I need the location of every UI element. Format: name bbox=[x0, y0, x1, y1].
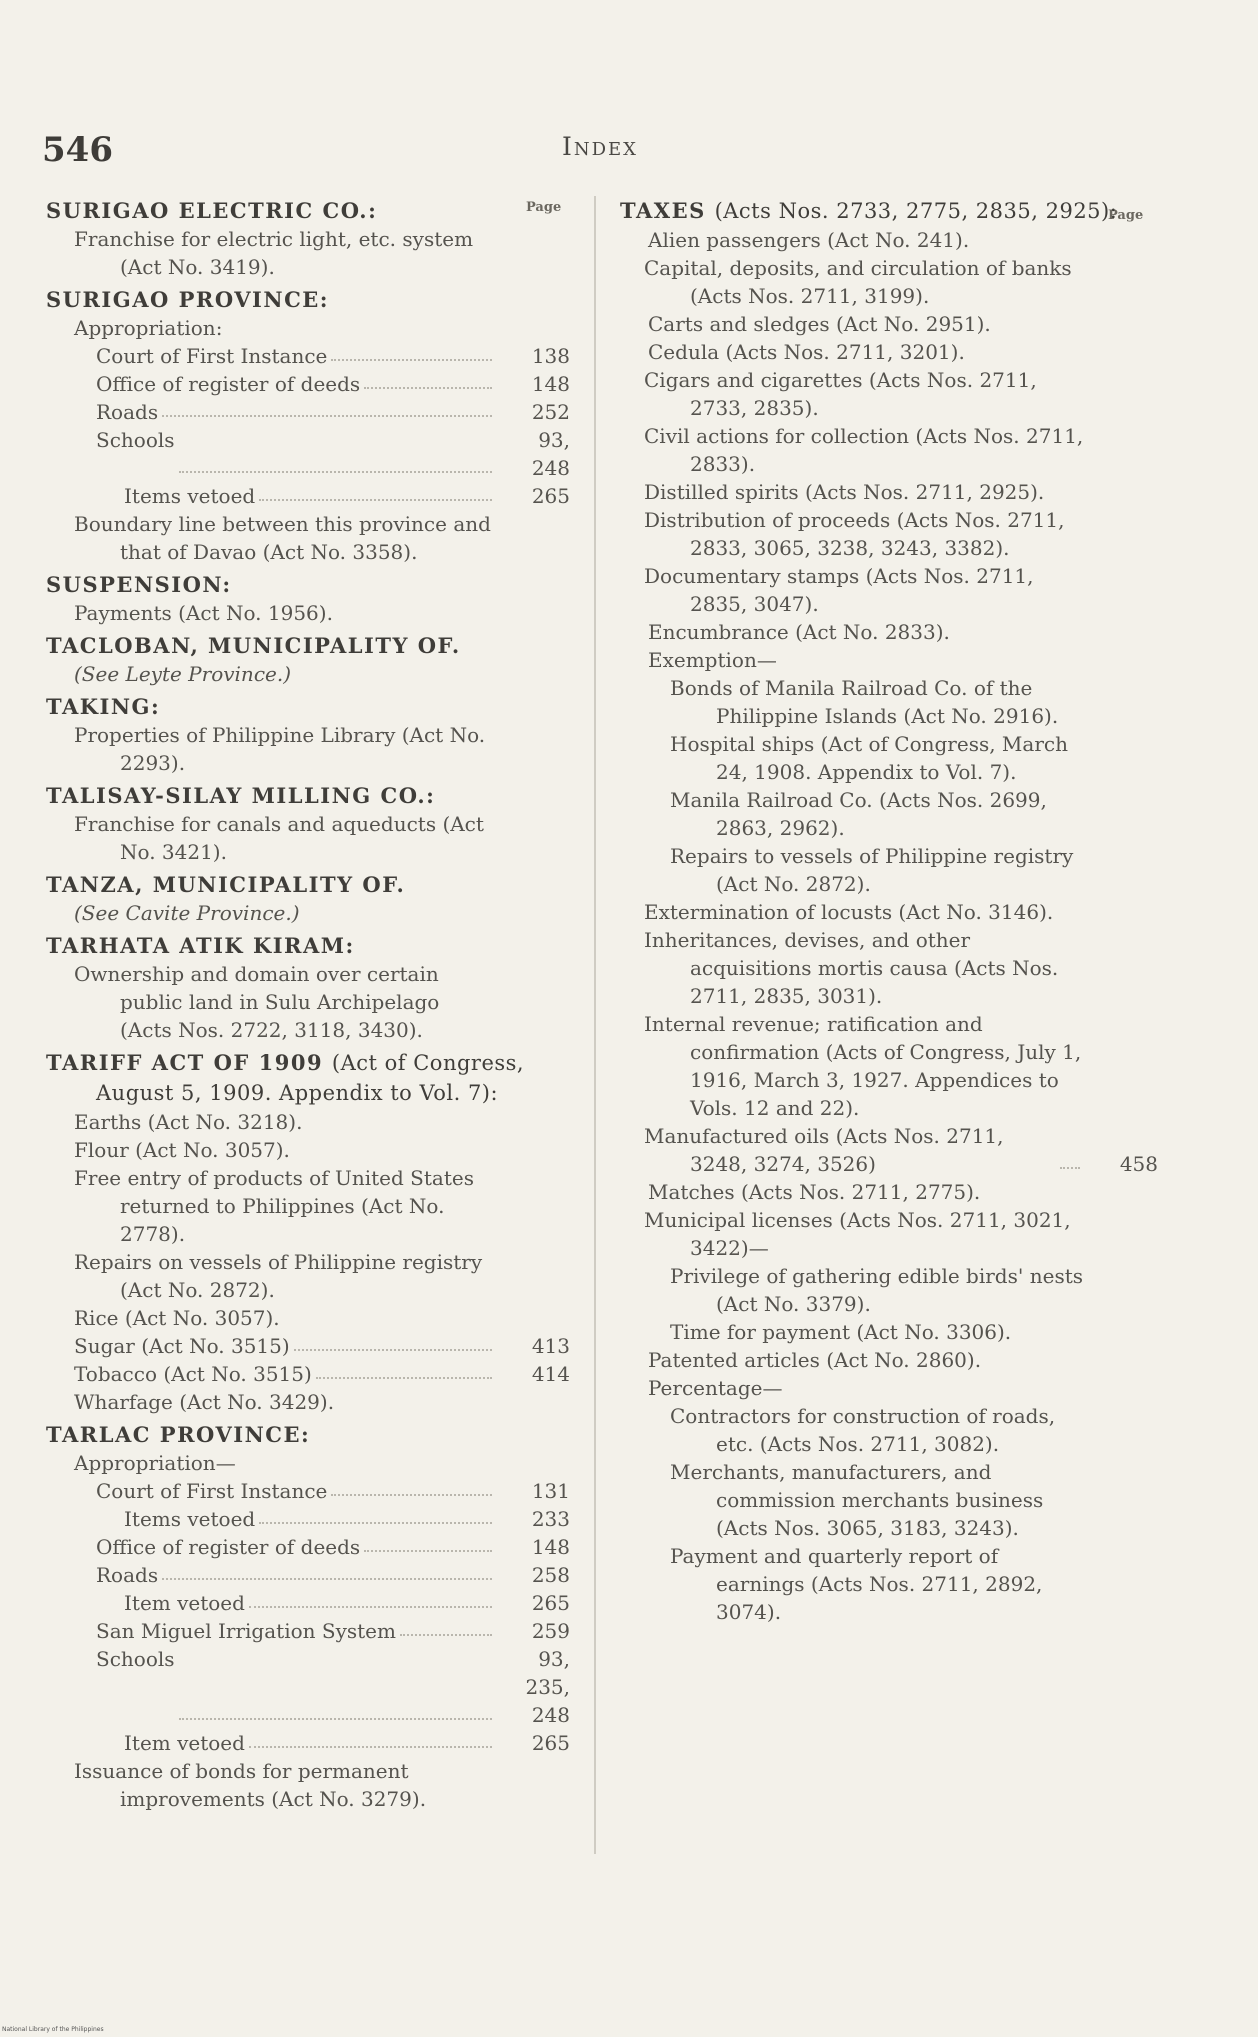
page-reference: 148 bbox=[531, 1535, 570, 1559]
index-subentry bbox=[46, 599, 570, 627]
index-subentry bbox=[46, 810, 570, 866]
entry-text: Items vetoed bbox=[124, 1507, 256, 1531]
index-subentry bbox=[620, 478, 1158, 506]
page-number: 546 bbox=[42, 130, 113, 170]
index-subentry bbox=[620, 786, 1158, 842]
entry-text: Flour (Act No. 3057). bbox=[74, 1138, 290, 1162]
page-reference bbox=[1084, 674, 1158, 730]
index-subentry bbox=[46, 426, 570, 482]
page-reference bbox=[1084, 898, 1158, 926]
page-reference: 258 bbox=[531, 1563, 570, 1587]
see-reference bbox=[46, 899, 570, 927]
index-subentry bbox=[46, 1617, 570, 1645]
page-reference: 265 bbox=[531, 1731, 570, 1755]
index-subentry bbox=[620, 1374, 1158, 1402]
index-subentry bbox=[620, 1122, 1158, 1178]
entry-text: Carts and sledges (Act No. 2951). bbox=[648, 312, 991, 336]
entry-text: Payment and quarterly report of earnings (Acts Nos. 2711, 2892, 3074). bbox=[670, 1544, 1043, 1624]
index-subentry bbox=[620, 1318, 1158, 1346]
page-reference: 148 bbox=[531, 372, 570, 396]
index-subentry bbox=[620, 226, 1158, 254]
page-reference bbox=[1084, 926, 1158, 1010]
page-reference: 252 bbox=[531, 400, 570, 424]
page-column-label-left: Page bbox=[526, 200, 562, 215]
index-subentry bbox=[46, 1561, 570, 1589]
index-subentry bbox=[46, 342, 570, 370]
entry-text: Exemption— bbox=[648, 648, 777, 672]
index-subentry bbox=[620, 674, 1158, 730]
entry-text: Wharfage (Act No. 3429). bbox=[74, 1390, 335, 1414]
index-subentry bbox=[620, 1178, 1158, 1206]
heading-term: TAXES bbox=[620, 198, 715, 223]
index-subentry bbox=[46, 398, 570, 426]
column-divider bbox=[594, 196, 596, 1854]
entry-text: Sugar (Act No. 3515) bbox=[74, 1334, 290, 1358]
entry-text: Distribution of proceeds (Acts Nos. 2711, 2833, 3065, 3238, 3243, 3382). bbox=[644, 508, 1065, 560]
page-reference bbox=[1084, 618, 1158, 646]
index-heading bbox=[620, 196, 1158, 226]
page-reference bbox=[1084, 1374, 1158, 1402]
entry-text: Schools bbox=[96, 428, 175, 452]
page-reference: 265 bbox=[531, 484, 570, 508]
index-heading: TARHATA ATIK KIRAM: bbox=[46, 933, 355, 958]
entry-text: Office of register of deeds bbox=[96, 1535, 361, 1559]
page-reference bbox=[1084, 1262, 1158, 1318]
entry-text: Extermination of locusts (Act No. 3146). bbox=[644, 900, 1054, 924]
page-reference bbox=[496, 1136, 570, 1164]
page-reference bbox=[1084, 1206, 1158, 1262]
index-subentry bbox=[46, 960, 570, 1044]
entry-text: Patented articles (Act No. 2860). bbox=[648, 1348, 982, 1372]
dot-leader bbox=[179, 1645, 492, 1720]
index-left-column bbox=[46, 192, 570, 1813]
entry-text: Properties of Philippine Library (Act No. 2293). bbox=[74, 723, 486, 775]
dot-leader bbox=[249, 1729, 492, 1748]
page-title: Index bbox=[561, 132, 638, 161]
entry-text: Documentary stamps (Acts Nos. 2711, 2835, 3047). bbox=[644, 564, 1034, 616]
page-reference bbox=[496, 721, 570, 777]
dot-leader bbox=[364, 1533, 492, 1552]
entry-text: Appropriation— bbox=[74, 1451, 236, 1475]
dot-leader bbox=[259, 482, 492, 501]
entry-text: Schools bbox=[96, 1647, 175, 1671]
entry-text: Ownership and domain over certain public land in Sulu Archipelago (Acts Nos. 2722, 3118, 3430). bbox=[74, 962, 440, 1042]
index-subentry bbox=[620, 730, 1158, 786]
entry-text: Cigars and cigarettes (Acts Nos. 2711, 2733, 2835). bbox=[644, 368, 1037, 420]
index-subentry bbox=[620, 1262, 1158, 1318]
index-subentry bbox=[620, 366, 1158, 422]
index-subentry bbox=[620, 422, 1158, 478]
entry-text: Boundary line between this province and that of Davao (Act No. 3358). bbox=[74, 512, 491, 564]
index-subentry bbox=[46, 482, 570, 510]
index-subentry bbox=[620, 1402, 1158, 1458]
page-reference: 138 bbox=[531, 344, 570, 368]
page-reference bbox=[1084, 254, 1158, 310]
index-heading: TACLOBAN, MUNICIPALITY OF. bbox=[46, 633, 461, 658]
entry-text: San Miguel Irrigation System bbox=[96, 1619, 396, 1643]
entry-text: Matches (Acts Nos. 2711, 2775). bbox=[648, 1180, 981, 1204]
heading-reference: (Acts Nos. 2733, 2775, 2835, 2925): bbox=[714, 199, 1118, 223]
entry-text: Franchise for canals and aqueducts (Act No. 3421). bbox=[74, 812, 484, 864]
see-reference bbox=[46, 660, 570, 688]
index-subentry bbox=[46, 1388, 570, 1416]
index-subentry bbox=[46, 1533, 570, 1561]
index-subentry bbox=[46, 1304, 570, 1332]
page-reference: 93, 235, 248 bbox=[525, 1647, 570, 1727]
page-reference: 131 bbox=[531, 1479, 570, 1503]
index-subentry bbox=[620, 618, 1158, 646]
page-reference bbox=[1084, 422, 1158, 478]
index-subentry bbox=[46, 1477, 570, 1505]
page-reference bbox=[496, 810, 570, 866]
entry-text: Internal revenue; ratification and confirmation (Acts of Congress, July 1, 1916, March 3, 1927. Appendices to Vols. 12 and 22). bbox=[644, 1012, 1082, 1120]
entry-text: Encumbrance (Act No. 2833). bbox=[648, 620, 950, 644]
page-reference bbox=[1084, 226, 1158, 254]
page-reference bbox=[496, 960, 570, 1044]
index-subentry bbox=[46, 510, 570, 566]
entry-text: Free entry of products of United States returned to Philippines (Act No. 2778). bbox=[74, 1166, 474, 1246]
entry-text: Tobacco (Act No. 3515) bbox=[74, 1362, 312, 1386]
page-reference bbox=[496, 1449, 570, 1477]
entry-text: Appropriation: bbox=[74, 316, 223, 340]
dot-leader bbox=[316, 1360, 492, 1379]
entry-text: Franchise for electric light, etc. system (Act No. 3419). bbox=[74, 227, 474, 279]
index-subentry bbox=[46, 1449, 570, 1477]
index-subentry bbox=[620, 926, 1158, 1010]
index-subentry bbox=[46, 1360, 570, 1388]
page-reference bbox=[496, 899, 570, 927]
index-subentry bbox=[46, 1164, 570, 1248]
index-subentry bbox=[620, 1542, 1158, 1626]
index-heading: TALISAY-SILAY MILLING CO.: bbox=[46, 783, 436, 808]
entry-text: Merchants, manufacturers, and commission merchants business (Acts Nos. 3065, 3183, 3243). bbox=[670, 1460, 1044, 1540]
index-subentry bbox=[46, 1332, 570, 1360]
index-heading: TARLAC PROVINCE: bbox=[46, 1422, 311, 1447]
page-reference bbox=[496, 225, 570, 281]
index-subentry bbox=[46, 1136, 570, 1164]
index-heading: TANZA, MUNICIPALITY OF. bbox=[46, 872, 406, 897]
entry-text: Capital, deposits, and circulation of banks (Acts Nos. 2711, 3199). bbox=[644, 256, 1072, 308]
dot-leader bbox=[1060, 1122, 1080, 1169]
page-reference bbox=[1084, 1178, 1158, 1206]
index-subentry bbox=[620, 310, 1158, 338]
index-subentry bbox=[620, 1346, 1158, 1374]
page-reference bbox=[496, 1757, 570, 1813]
index-heading: SURIGAO ELECTRIC CO.: bbox=[46, 198, 378, 223]
page-reference bbox=[1084, 1458, 1158, 1542]
entry-text: Issuance of bonds for permanent improvements (Act No. 3279). bbox=[74, 1759, 427, 1811]
entry-text: Roads bbox=[96, 400, 159, 424]
index-subentry bbox=[620, 646, 1158, 674]
dot-leader bbox=[364, 370, 492, 389]
footer-note: National Library of the Philippines bbox=[2, 2026, 104, 2033]
dot-leader bbox=[400, 1617, 492, 1636]
entry-text: Earths (Act No. 3218). bbox=[74, 1110, 303, 1134]
page-reference bbox=[1084, 1318, 1158, 1346]
dot-leader bbox=[331, 1477, 492, 1496]
entry-text: Court of First Instance bbox=[96, 344, 328, 368]
entry-text: (See Leyte Province.) bbox=[74, 662, 292, 686]
entry-text: Municipal licenses (Acts Nos. 2711, 3021, 3422)— bbox=[644, 1208, 1071, 1260]
page-reference bbox=[496, 510, 570, 566]
dot-leader bbox=[331, 342, 492, 361]
page-reference bbox=[1084, 366, 1158, 422]
entry-text: Distilled spirits (Acts Nos. 2711, 2925). bbox=[644, 480, 1045, 504]
index-subentry bbox=[620, 1010, 1158, 1122]
entry-text: Contractors for construction of roads, etc. (Acts Nos. 2711, 3082). bbox=[670, 1404, 1056, 1456]
index-subentry bbox=[620, 1206, 1158, 1262]
dot-leader bbox=[162, 1561, 492, 1580]
entry-text: Hospital ships (Act of Congress, March 24, 1908. Appendix to Vol. 7). bbox=[670, 732, 1068, 784]
page-reference bbox=[1084, 786, 1158, 842]
page-reference bbox=[1084, 1010, 1158, 1122]
heading-term: TARIFF ACT OF 1909 bbox=[46, 1050, 332, 1075]
page-reference bbox=[496, 1388, 570, 1416]
index-right-column bbox=[620, 192, 1158, 1626]
index-subentry bbox=[46, 1757, 570, 1813]
entry-text: Privilege of gathering edible birds' nests (Act No. 3379). bbox=[670, 1264, 1084, 1316]
page-reference bbox=[496, 599, 570, 627]
index-heading bbox=[46, 1048, 570, 1108]
dot-leader bbox=[259, 1505, 492, 1524]
entry-text: Bonds of Manila Railroad Co. of the Philippine Islands (Act No. 2916). bbox=[670, 676, 1059, 728]
index-subentry bbox=[620, 254, 1158, 310]
dot-leader bbox=[294, 1332, 492, 1351]
page-reference bbox=[1084, 1346, 1158, 1374]
page-reference: 458 bbox=[1119, 1152, 1158, 1176]
entry-text: Percentage— bbox=[648, 1376, 783, 1400]
page-reference bbox=[1084, 1542, 1158, 1626]
index-heading: TAKING: bbox=[46, 694, 161, 719]
entry-text: Repairs to vessels of Philippine registry (Act No. 2872). bbox=[670, 844, 1074, 896]
page-reference bbox=[496, 1108, 570, 1136]
entry-text: Time for payment (Act No. 3306). bbox=[670, 1320, 1012, 1344]
index-heading: SURIGAO PROVINCE: bbox=[46, 287, 330, 312]
entry-text: Manila Railroad Co. (Acts Nos. 2699, 2863, 2962). bbox=[670, 788, 1047, 840]
page-reference: 414 bbox=[531, 1362, 570, 1386]
entry-text: Inheritances, devises, and other acquisitions mortis causa (Acts Nos. 2711, 2835, 3031). bbox=[644, 928, 1059, 1008]
index-subentry bbox=[620, 562, 1158, 618]
page-reference: 233 bbox=[531, 1507, 570, 1531]
dot-leader bbox=[162, 398, 492, 417]
index-subentry bbox=[620, 506, 1158, 562]
page-reference bbox=[496, 660, 570, 688]
page-reference bbox=[1084, 646, 1158, 674]
page-reference bbox=[1084, 562, 1158, 618]
entry-text: Office of register of deeds bbox=[96, 372, 361, 396]
index-subentry bbox=[620, 898, 1158, 926]
entry-text: Civil actions for collection (Acts Nos. 2711, 2833). bbox=[644, 424, 1084, 476]
entry-text: Rice (Act No. 3057). bbox=[74, 1306, 280, 1330]
index-heading: SUSPENSION: bbox=[46, 572, 232, 597]
entry-text: Items vetoed bbox=[124, 484, 256, 508]
page-reference bbox=[496, 1164, 570, 1248]
entry-text: Cedula (Acts Nos. 2711, 3201). bbox=[648, 340, 965, 364]
index-subentry bbox=[46, 1505, 570, 1533]
index-subentry bbox=[46, 225, 570, 281]
entry-text: Court of First Instance bbox=[96, 1479, 328, 1503]
page-reference bbox=[1084, 730, 1158, 786]
index-subentry bbox=[46, 1589, 570, 1617]
page-reference bbox=[1084, 506, 1158, 562]
page-reference: 413 bbox=[531, 1334, 570, 1358]
entry-text: Roads bbox=[96, 1563, 159, 1587]
dot-leader bbox=[249, 1589, 492, 1608]
entry-text: Alien passengers (Act No. 241). bbox=[648, 228, 970, 252]
page-reference bbox=[1084, 1402, 1158, 1458]
page-reference bbox=[496, 1248, 570, 1304]
dot-leader bbox=[179, 426, 492, 473]
page-reference: 93, 248 bbox=[531, 428, 570, 480]
page-column-label-right: Page bbox=[1108, 208, 1144, 223]
index-subentry bbox=[46, 1248, 570, 1304]
index-subentry bbox=[46, 1729, 570, 1757]
heading-reference: (Act of Congress, August 5, 1909. Appendix to Vol. 7): bbox=[96, 1051, 525, 1105]
index-subentry bbox=[46, 721, 570, 777]
index-subentry bbox=[620, 842, 1158, 898]
page-reference bbox=[1084, 310, 1158, 338]
index-subentry bbox=[46, 370, 570, 398]
index-subentry bbox=[46, 1645, 570, 1729]
page-reference bbox=[1084, 842, 1158, 898]
page-reference bbox=[1084, 338, 1158, 366]
entry-text: Repairs on vessels of Philippine registry (Act No. 2872). bbox=[74, 1250, 483, 1302]
entry-text: Payments (Act No. 1956). bbox=[74, 601, 333, 625]
index-subentry bbox=[46, 314, 570, 342]
page-reference bbox=[1084, 478, 1158, 506]
page-reference: 265 bbox=[531, 1591, 570, 1615]
index-subentry bbox=[46, 1108, 570, 1136]
entry-text: Manufactured oils (Acts Nos. 2711, 3248, 3274, 3526) bbox=[644, 1124, 1004, 1176]
index-subentry bbox=[620, 338, 1158, 366]
page-reference bbox=[496, 314, 570, 342]
page-reference bbox=[496, 1304, 570, 1332]
page-reference: 259 bbox=[531, 1619, 570, 1643]
entry-text: Item vetoed bbox=[124, 1591, 245, 1615]
entry-text: Item vetoed bbox=[124, 1731, 245, 1755]
index-subentry bbox=[620, 1458, 1158, 1542]
entry-text: (See Cavite Province.) bbox=[74, 901, 300, 925]
